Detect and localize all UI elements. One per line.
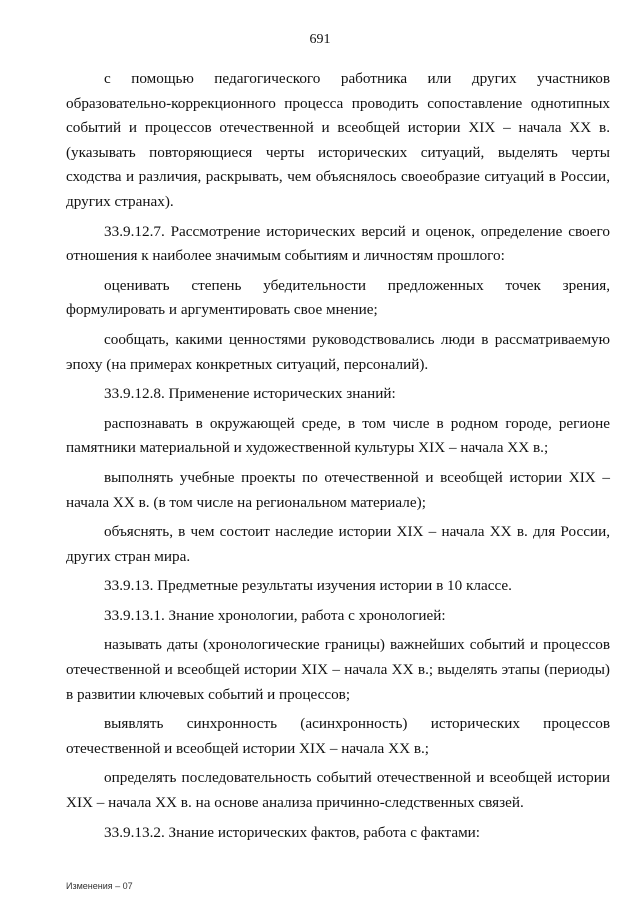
paragraph: выполнять учебные проекты по отечественной и всеобщей истории XIX – начала XX в. (в том числе на региональном материале); [66,468,610,511]
paragraph: 33.9.12.7. Рассмотрение исторических версий и оценок, определение своего отношения к наиболее значимым событиям и личностям прошлого: [66,222,610,265]
footer-revision-note: Изменения – 07 [66,881,133,891]
paragraph: называть даты (хронологические границы) важнейших событий и процессов отечественной и всеобщей истории XIX – начала XX в.; выделять этапы (периоды) в развитии ключевых событий и процессов; [66,636,610,703]
paragraph: 33.9.12.8. Применение исторических знаний: [104,385,396,403]
paragraph: 33.9.13.1. Знание хронологии, работа с хронологией: [104,606,446,624]
paragraph: сообщать, какими ценностями руководствовались люди в рассматриваемую эпоху (на примерах конкретных ситуаций, персоналий). [66,330,610,373]
page-number: 691 [309,32,331,47]
paragraph: 33.9.13. Предметные результаты изучения истории в 10 классе. [104,577,512,595]
paragraph: с помощью педагогического работника или других участников образовательно-коррекционного процесса проводить сопоставление однотипных событий и процессов отечественной и всеобщей истории XIX – начала XX в. (указывать повторяющиеся черты исторических ситуаций, выделять черты сходства и различия, раскрывать, чем объяснялось своеобразие ситуаций в России, других странах). [66,70,610,210]
paragraph: оценивать степень убедительности предложенных точек зрения, формулировать и аргументировать свое мнение; [66,276,610,319]
paragraph: определять последовательность событий отечественной и всеобщей истории XIX – начала XX в. на основе анализа причинно-следственных связей. [66,769,610,812]
document-body [66,67,610,850]
paragraph: выявлять синхронность (асинхронность) исторических процессов отечественной и всеобщей истории XIX – начала XX в.; [66,715,610,757]
paragraph: объяснять, в чем состоит наследие истории XIX – начала XX в. для России, других стран мира. [66,523,610,565]
paragraph: 33.9.13.2. Знание исторических фактов, работа с фактами: [104,823,481,841]
paragraph: распознавать в окружающей среде, в том числе в родном городе, регионе памятники материальной и художественной культуры XIX – начала XX в.; [66,414,610,457]
